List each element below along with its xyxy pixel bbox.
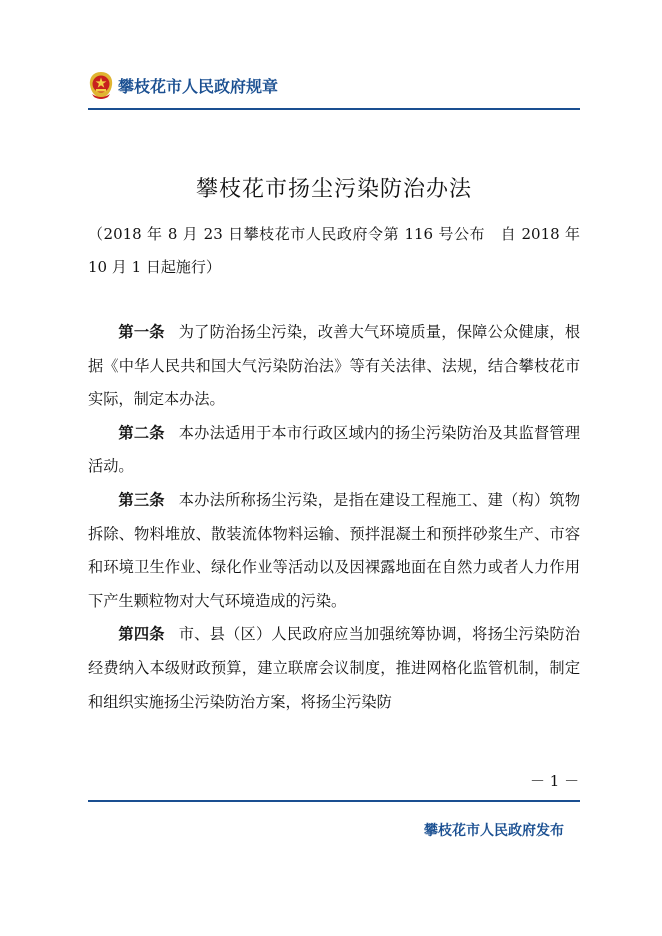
header-title: 攀枝花市人民政府规章 xyxy=(118,77,279,96)
article-2 xyxy=(88,417,580,484)
article-text: 本办法所称扬尘污染，是指在建设工程施工、建（构）筑物拆除、物料堆放、散装流体物料运输、预拌混凝土和预拌砂浆生产、市容和环境卫生作业、绿化作业等活动以及因裸露地面在自然力或者人力作用下产生颗粒物对大气环境造成的污染。 xyxy=(88,490,581,610)
article-1 xyxy=(88,316,580,417)
article-text: 为了防治扬尘污染，改善大气环境质量，保障公众健康，根据《中华人民共和国大气污染防治法》等有关法律、法规，结合攀枝花市实际，制定本办法。 xyxy=(88,323,581,409)
article-3 xyxy=(88,484,580,618)
article-text: 本办法适用于本市行政区域内的扬尘污染防治及其监督管理活动。 xyxy=(88,423,581,476)
article-label: 第二条 xyxy=(118,423,165,442)
page-header xyxy=(88,66,580,106)
document-body xyxy=(88,316,580,719)
document-title: 攀枝花市扬尘污染防治办法 xyxy=(195,177,472,202)
article-label: 第一条 xyxy=(118,323,165,341)
article-label: 第四条 xyxy=(118,625,165,644)
article-text: 市、县（区）人民政府应当加强统筹协调，将扬尘污染防治经费纳入本级财政预算，建立联席会议制度，推进网格化监管机制，制定和组织实施扬尘污染防治方案，将扬尘污染防 xyxy=(88,625,581,711)
article-label: 第三条 xyxy=(118,490,165,509)
article-4 xyxy=(88,618,580,719)
document-subtitle: （2018 年 8 月 23 日攀枝花市人民政府令第 116 号公布 自 2018 年 10 月 1 日起施行） xyxy=(88,225,580,276)
national-emblem-icon xyxy=(88,70,114,100)
publisher-name: 攀枝花市人民政府发布 xyxy=(424,823,564,839)
footer-divider xyxy=(88,800,580,802)
header-divider xyxy=(88,108,580,110)
page-number: － 1 － xyxy=(530,772,580,790)
